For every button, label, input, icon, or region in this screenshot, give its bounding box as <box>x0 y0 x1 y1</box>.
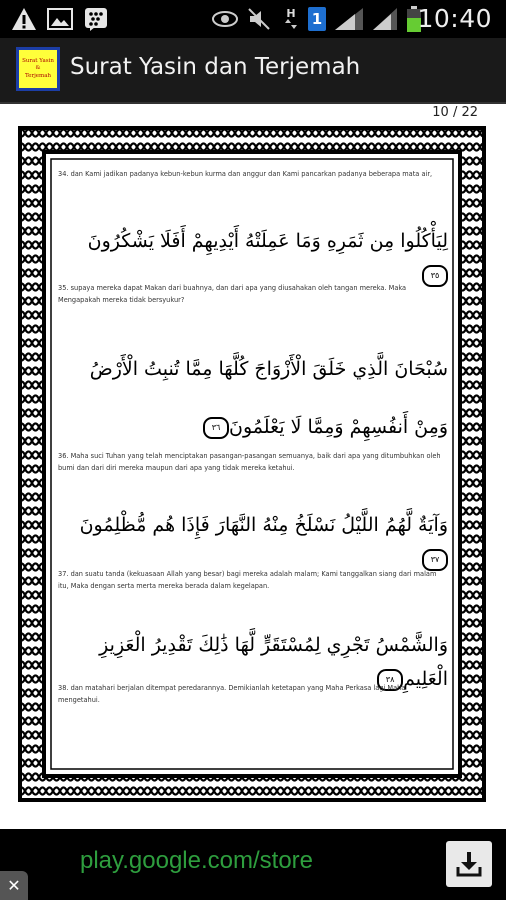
app-icon-line: & <box>35 65 41 72</box>
verse-38 <box>58 682 448 706</box>
page-content[interactable] <box>58 162 448 766</box>
mute-icon <box>246 6 272 32</box>
sim1-icon <box>306 6 328 32</box>
warning-icon <box>10 6 38 32</box>
verse-36 <box>58 450 448 474</box>
arabic-line: وَآيَةٌ لَّهُمُ اللَّيْلُ نَسْلَخُ مِنْهُ النَّهَارَ فَإِذَا هُم مُّظْلِمُونَ <box>79 514 448 536</box>
clock: 10:40 <box>417 4 492 33</box>
bbm-icon <box>82 6 110 32</box>
app-icon-line: Terjemah <box>24 72 52 79</box>
ayah-number-marker: ٣٨ <box>377 669 403 691</box>
download-button[interactable] <box>446 841 492 887</box>
ad-link-text[interactable]: play.google.com/store <box>80 847 314 874</box>
verse-34 <box>58 168 448 180</box>
verse-35 <box>58 282 448 306</box>
hplus-icon <box>280 6 302 32</box>
translation-text: 36. Maha suci Tuhan yang telah menciptakan pasangan-pasangan semuanya, baik dari apa yang ditumbuhkan oleh bumi dan dari diri mereka maupun dari apa yang tidak mereka ketahui. <box>58 452 441 472</box>
page-indicator: 10 / 22 <box>432 105 478 120</box>
signal2-icon <box>370 6 400 32</box>
close-icon: ✕ <box>7 876 21 895</box>
arabic-line: سُبْحَانَ الَّذِي خَلَقَ الْأَزْوَاجَ كُلَّهَا مِمَّا تُنبِتُ الْأَرْضُ وَمِنْ أَنفُسِهِمْ وَمِمَّا لَا يَعْلَمُونَ <box>89 358 448 438</box>
translation-text: 37. dan suatu tanda (kekuasaan Allah yang besar) bagi mereka adalah malam; Kami tanggalkan siang dari malam itu, Maka dengan serta merta mereka berada dalam kegelapan. <box>58 570 437 590</box>
arabic-verse-37 <box>58 508 448 576</box>
arabic-text <box>58 508 448 576</box>
sim-number: 1 <box>308 7 326 31</box>
status-bar <box>0 0 506 38</box>
arabic-verse-36 <box>58 340 448 456</box>
verse-37 <box>58 568 448 592</box>
download-icon <box>454 849 484 879</box>
signal-icon <box>332 6 366 32</box>
ayah-number-marker: ٣٥ <box>422 265 448 287</box>
ad-close-button[interactable] <box>0 871 28 900</box>
translation-text: 38. dan matahari berjalan ditempat peredarannya. Demikianlah ketetapan yang Maha Perkasa lagi Maha mengetahui. <box>58 684 406 704</box>
action-bar <box>0 38 506 104</box>
app-icon[interactable] <box>16 47 60 91</box>
translation-text: 35. supaya mereka dapat Makan dari buahnya, dan dari apa yang diusahakan oleh tangan mereka. Maka Mengapakah mereka tidak bersyukur? <box>58 284 407 304</box>
network-type-label: H <box>286 7 296 20</box>
ayah-number-marker: ٣٧ <box>422 549 448 571</box>
arabic-text <box>58 340 448 456</box>
arabic-line: وَالشَّمْسُ تَجْرِي لِمُسْتَقَرٍّ لَّهَا ذَٰلِكَ تَقْدِيرُ الْعَزِيزِ الْعَلِيمِ <box>99 634 448 690</box>
ayah-number-marker: ٣٦ <box>203 417 229 439</box>
translation-text: 34. dan Kami jadikan padanya kebun-kebun kurma dan anggur dan Kami pancarkan padanya beberapa mata air, <box>58 170 433 178</box>
app-title: Surat Yasin dan Terjemah <box>70 54 361 80</box>
app-icon-line: Surat Yasin <box>22 58 54 65</box>
eye-icon <box>210 6 240 32</box>
arabic-line: لِيَأْكُلُوا مِن ثَمَرِهِ وَمَا عَمِلَتْهُ أَيْدِيهِمْ أَفَلَا يَشْكُرُونَ <box>87 230 448 252</box>
ad-banner[interactable] <box>0 829 506 900</box>
image-icon <box>46 6 74 32</box>
